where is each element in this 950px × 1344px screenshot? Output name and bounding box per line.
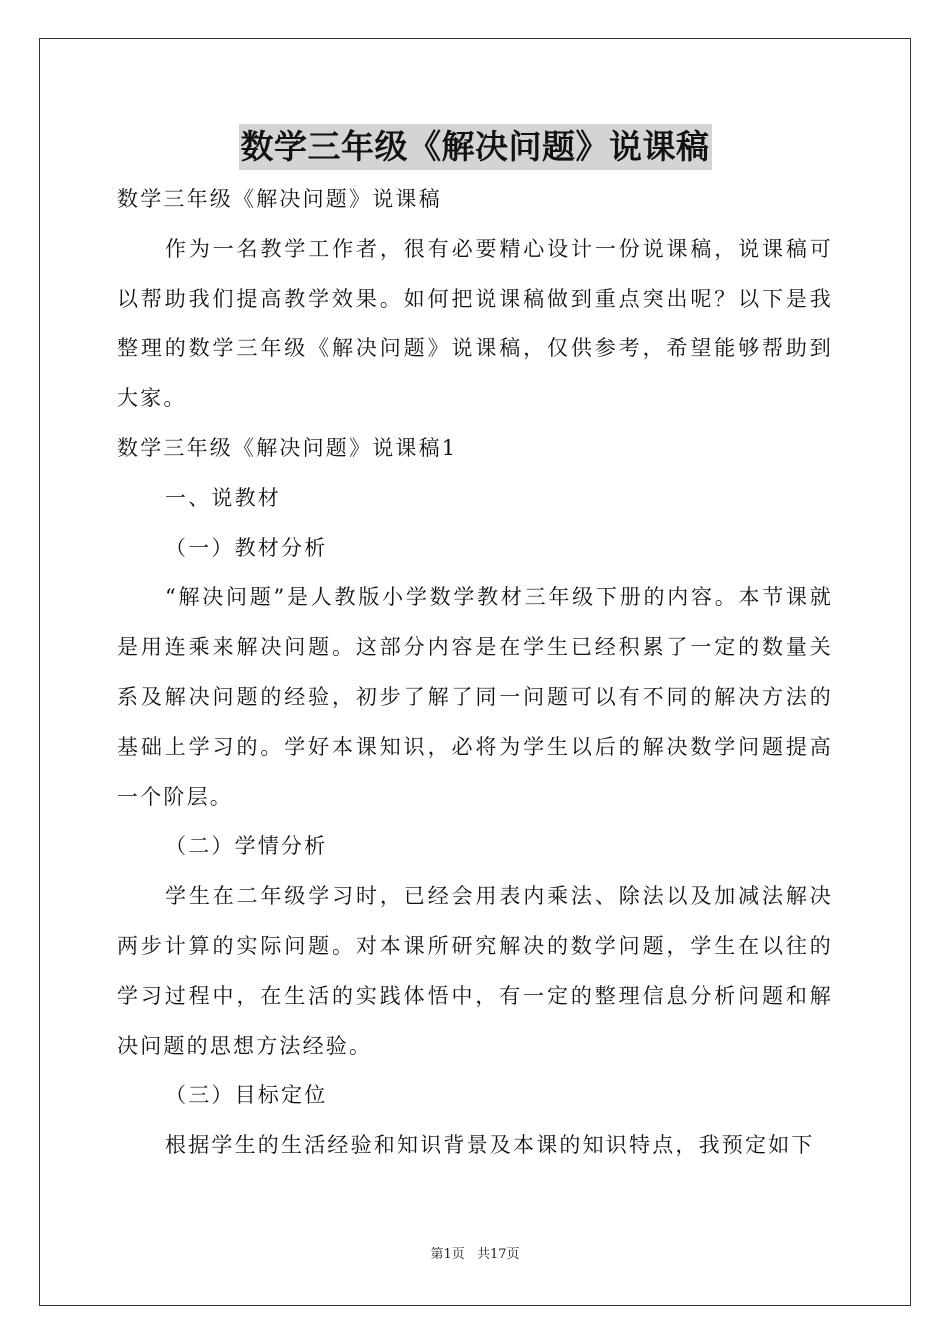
page-footer xyxy=(0,1246,950,1264)
document-title: 数学三年级《解决问题》说课稿 xyxy=(239,124,712,170)
heading-level-1: 一、说教材 xyxy=(165,485,281,510)
paragraph-body: 学生在二年级学习时，已经会用表内乘法、除法以及加减法解决两步计算的实际问题。对本课所研究解决的数学问题，学生在以往的学习过程中，在生活的实践体悟中，有一定的整理信息分析问题和解决问题的思想方法经验。 xyxy=(117,884,833,1058)
paragraph-body: 根据学生的生活经验和知识背景及本课的知识特点，我预定如下 xyxy=(165,1133,815,1158)
heading-level-2: （二）学情分析 xyxy=(165,834,328,859)
paragraph-heading: 数学三年级《解决问题》说课稿 xyxy=(117,187,442,211)
heading-level-2: （三）目标定位 xyxy=(165,1083,328,1108)
title-area xyxy=(0,124,950,170)
paragraph-intro: 作为一名教学工作者，很有必要精心设计一份说课稿，说课稿可以帮助我们提高教学效果。如何把说课稿做到重点突出呢？以下是我整理的数学三年级《解决问题》说课稿，仅供参考，希望能够帮助到大家。 xyxy=(117,236,833,411)
page-total: 共17页 xyxy=(476,1247,520,1262)
document-body xyxy=(117,175,833,1171)
paragraph-body: “解决问题”是人教版小学数学教材三年级下册的内容。本节课就是用连乘来解决问题。这部分内容是在学生已经积累了一定的数量关系及解决问题的经验，初步了解了同一问题可以有不同的解决方法的基础上学习的。学好本课知识，必将为学生以后的解决数学问题提高一个阶层。 xyxy=(117,585,833,809)
page-number: 第1页 xyxy=(430,1247,465,1262)
heading-level-2: （一）教材分析 xyxy=(165,535,328,560)
section-title: 数学三年级《解决问题》说课稿1 xyxy=(117,435,458,460)
